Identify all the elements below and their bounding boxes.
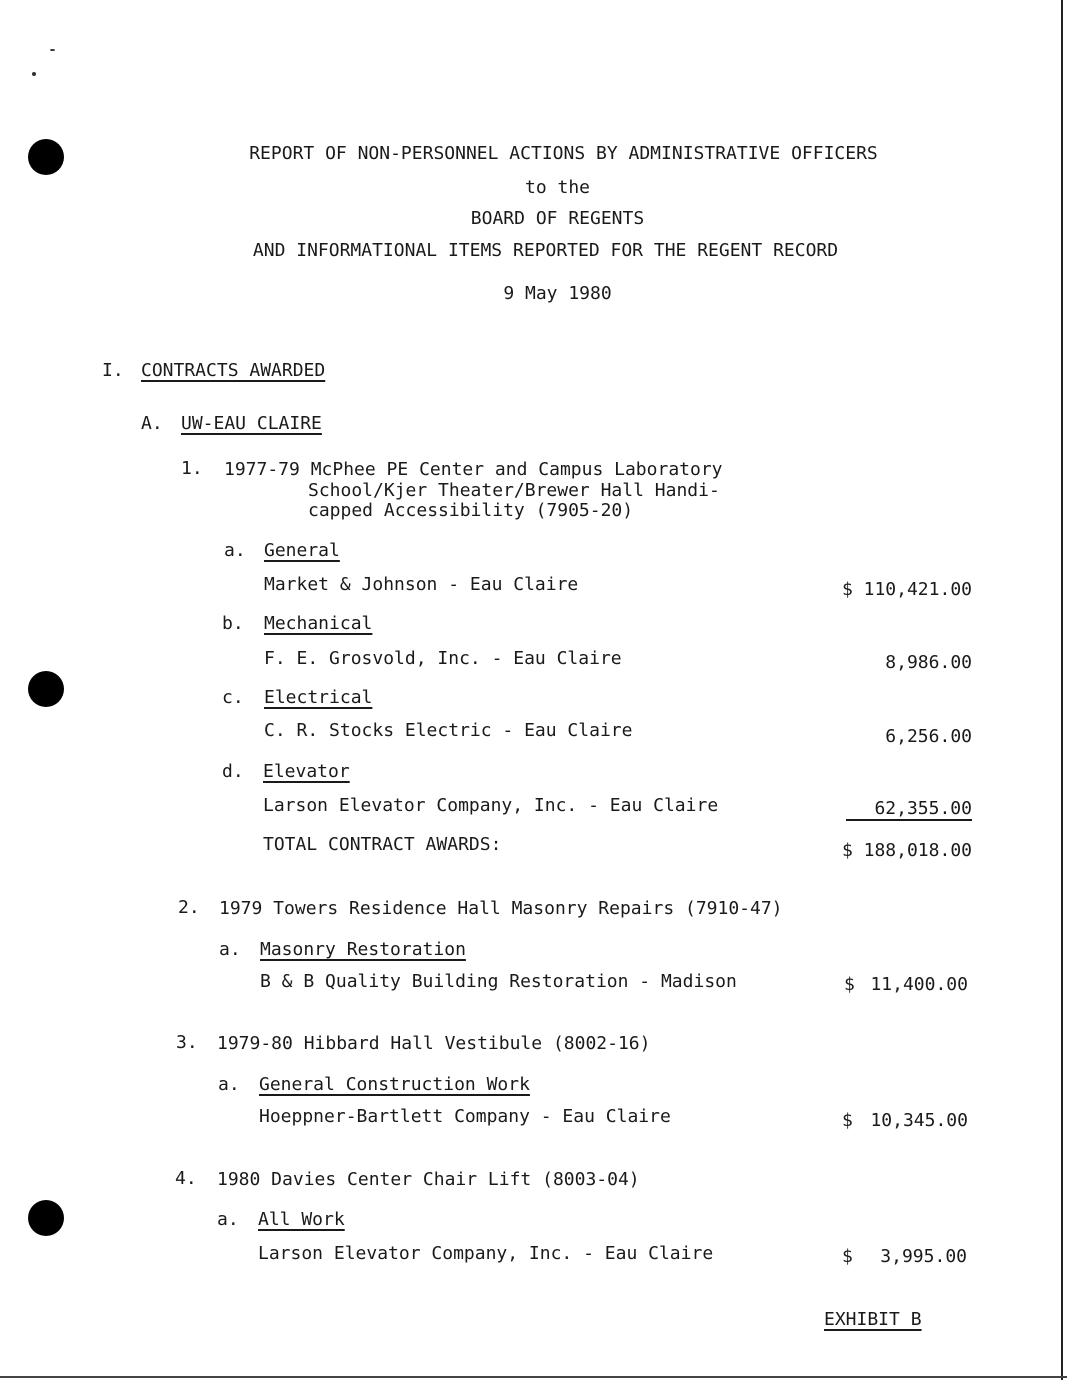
- section-numeral: I.: [102, 360, 124, 381]
- project-number: 2.: [178, 897, 200, 918]
- exhibit-label: EXHIBIT B: [824, 1309, 922, 1330]
- page-edge-right: [1061, 0, 1063, 1380]
- report-title-line-2: to the: [524, 177, 591, 198]
- punch-hole-bottom: [28, 1200, 64, 1236]
- item-amount: 8,986.00: [885, 652, 972, 673]
- item-contractor: Hoeppner-Bartlett Company - Eau Claire: [259, 1106, 671, 1127]
- punch-hole-middle: [28, 671, 64, 707]
- item-category: Mechanical: [264, 613, 373, 634]
- project-title-line: capped Accessibility (7905-20): [308, 500, 634, 521]
- subtotal-rule: [846, 819, 972, 821]
- project-number: 1.: [181, 458, 203, 479]
- item-category: Elevator: [263, 761, 350, 782]
- item-contractor: Larson Elevator Company, Inc. - Eau Claire: [263, 795, 719, 816]
- item-amount-currency: $: [842, 1246, 853, 1267]
- item-category: General: [264, 540, 340, 561]
- report-title-line-4: AND INFORMATIONAL ITEMS REPORTED FOR THE REGENT RECORD: [252, 240, 839, 261]
- project-number: 3.: [176, 1032, 198, 1053]
- project-title: 1979-80 Hibbard Hall Vestibule (8002-16): [217, 1033, 651, 1054]
- item-letter: b.: [222, 613, 244, 634]
- item-amount-currency: $: [844, 974, 855, 995]
- project-title-line: 1977-79 McPhee PE Center and Campus Laboratory: [224, 459, 723, 480]
- item-letter: d.: [222, 761, 244, 782]
- total-label: TOTAL CONTRACT AWARDS:: [263, 834, 502, 855]
- scan-speck: [32, 72, 36, 76]
- total-amount: $ 188,018.00: [841, 840, 972, 861]
- item-letter: a.: [224, 540, 246, 561]
- item-contractor: B & B Quality Building Restoration - Madison: [260, 971, 737, 992]
- item-amount: 62,355.00: [874, 798, 972, 819]
- item-contractor: Market & Johnson - Eau Claire: [264, 574, 579, 595]
- project-title: 1980 Davies Center Chair Lift (8003-04): [217, 1169, 640, 1190]
- project-number: 4.: [175, 1168, 197, 1189]
- item-category: General Construction Work: [259, 1074, 530, 1095]
- report-title-line-3: BOARD OF REGENTS: [470, 208, 645, 229]
- item-letter: a.: [218, 1074, 240, 1095]
- item-contractor: Larson Elevator Company, Inc. - Eau Claire: [258, 1243, 714, 1264]
- report-date: 9 May 1980: [503, 283, 612, 304]
- item-category: Electrical: [264, 687, 373, 708]
- subsection-letter: A.: [141, 413, 163, 434]
- page-edge-bottom: [0, 1376, 1067, 1378]
- item-amount-currency: $: [842, 1110, 853, 1131]
- subsection-title: UW-EAU CLAIRE: [181, 413, 322, 434]
- item-amount: $ 110,421.00: [841, 579, 972, 600]
- report-title-line-1: REPORT OF NON-PERSONNEL ACTIONS BY ADMINISTRATIVE OFFICERS: [249, 143, 878, 164]
- item-amount: 10,345.00: [870, 1110, 968, 1131]
- project-title-line: School/Kjer Theater/Brewer Hall Handi-: [308, 480, 720, 501]
- item-amount: 6,256.00: [885, 726, 972, 747]
- item-letter: a.: [217, 1209, 239, 1230]
- project-title: 1979 Towers Residence Hall Masonry Repairs (7910-47): [219, 898, 783, 919]
- item-category: All Work: [258, 1209, 345, 1230]
- item-contractor: F. E. Grosvold, Inc. - Eau Claire: [264, 648, 622, 669]
- section-title: CONTRACTS AWARDED: [141, 360, 326, 381]
- scan-speck: [50, 49, 55, 51]
- item-amount: 3,995.00: [880, 1246, 967, 1267]
- item-contractor: C. R. Stocks Electric - Eau Claire: [264, 720, 633, 741]
- item-letter: a.: [219, 939, 241, 960]
- item-letter: c.: [222, 687, 244, 708]
- item-amount: 11,400.00: [870, 974, 968, 995]
- item-category: Masonry Restoration: [260, 939, 466, 960]
